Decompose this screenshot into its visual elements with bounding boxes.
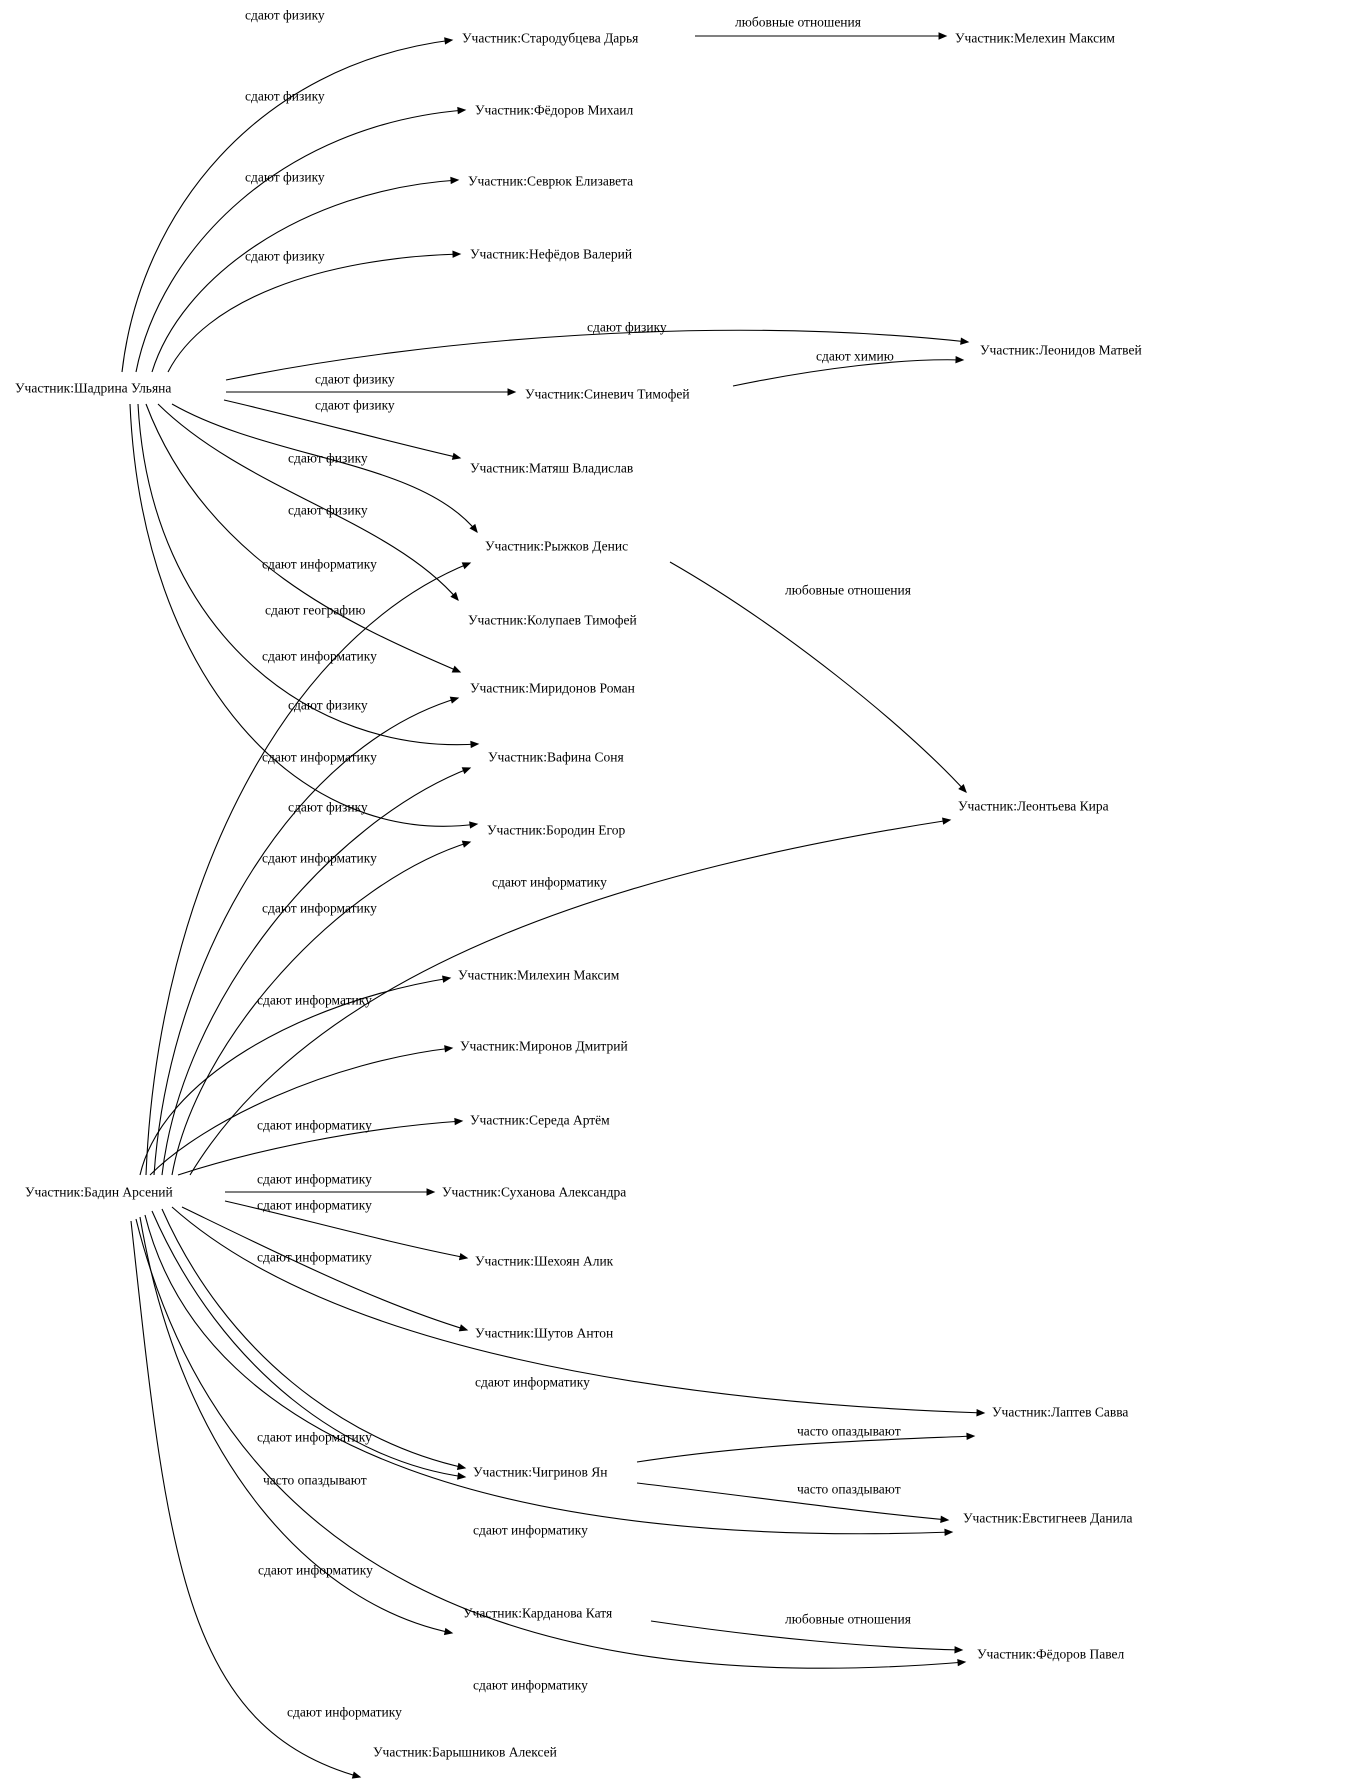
edge-label-badin-vafina: сдают информатику — [262, 749, 377, 765]
edge-label-shadrina-sinevich: сдают физику — [315, 371, 395, 387]
edge-label-shadrina-miridonov: сдают географию — [265, 602, 366, 618]
edge-label-badin-borodin: сдают информатику — [262, 850, 377, 866]
edge-chigrinov-laptev — [637, 1436, 974, 1462]
edge-label-shadrina-matyash: сдают физику — [315, 397, 395, 413]
node-matyash: Участник:Матяш Владислав — [470, 460, 634, 476]
edge-label-chigrinov-evstigneev: часто опаздывают — [797, 1481, 901, 1497]
node-nefedov: Участник:Нефёдов Валерий — [470, 246, 633, 262]
edge-label-badin-fedorov_p: сдают информатику — [473, 1677, 588, 1693]
edge-label-badin-chigrinov: часто опаздывают — [263, 1472, 367, 1488]
edge-label-badin-milekhin: сдают информатику — [262, 900, 377, 916]
edge-label-shadrina-sevryuk: сдают физику — [245, 169, 325, 185]
edge-label-kardanova-fedorov_p: любовные отношения — [785, 1611, 911, 1627]
node-leonidov: Участник:Леонидов Матвей — [980, 342, 1142, 358]
edge-shadrina-nefedov — [168, 254, 460, 372]
edge-shadrina-miridonov — [146, 404, 460, 672]
edge-label-badin-laptev: сдают информатику — [475, 1374, 590, 1390]
edge-badin-baryshnikov — [131, 1221, 360, 1777]
edge-sinevich-leonidov — [733, 360, 963, 386]
node-shutov: Участник:Шутов Антон — [475, 1325, 614, 1341]
edge-label-badin-shutov: сдают информатику — [257, 1249, 372, 1265]
edge-label-chigrinov-laptev: часто опаздывают — [797, 1423, 901, 1439]
edge-label-badin-leontyeva: сдают информатику — [492, 874, 607, 890]
node-kardanova: Участник:Карданова Катя — [463, 1605, 613, 1621]
edge-label-shadrina-leonidov: сдают физику — [587, 319, 667, 335]
edge-label-badin-baryshnikov: сдают информатику — [287, 1704, 402, 1720]
edge-label-shadrina-fedorov_m: сдают физику — [245, 88, 325, 104]
edge-label-badin-kardanova: сдают информатику — [258, 1562, 373, 1578]
edge-shadrina-sevryuk — [152, 180, 458, 372]
node-baryshnikov: Участник:Барышников Алексей — [373, 1744, 557, 1760]
node-melekhin_top: Участник:Мелехин Максим — [955, 30, 1115, 46]
node-chigrinov: Участник:Чигринов Ян — [473, 1464, 608, 1480]
node-borodin: Участник:Бородин Егор — [487, 822, 626, 838]
edge-label-sinevich-leonidov: сдают химию — [816, 348, 894, 364]
edge-label-shadrina-starodubtseva: сдают физику — [245, 7, 325, 23]
node-milekhin: Участник:Милехин Максим — [458, 967, 620, 983]
node-mironov: Участник:Миронов Дмитрий — [460, 1038, 628, 1054]
edge-label-badin-mironov: сдают информатику — [257, 992, 372, 1008]
nodes-layer — [15, 31, 1142, 1760]
node-ryzhkov: Участник:Рыжков Денис — [485, 538, 629, 554]
node-evstigneev: Участник:Евстигнеев Данила — [963, 1510, 1133, 1526]
node-sereda: Участник:Середа Артём — [470, 1112, 610, 1128]
edge-label-starodubtseva-melekhin_top: любовные отношения — [735, 14, 861, 30]
edge-label-badin-evstigneev: сдают информатику — [473, 1522, 588, 1538]
node-miridonov: Участник:Миридонов Роман — [470, 680, 635, 696]
node-sinevich: Участник:Синевич Тимофей — [525, 386, 690, 402]
edge-label-shadrina-kolupaev: сдают физику — [288, 502, 368, 518]
edge-label-badin-sereda: сдают информатику — [257, 1117, 372, 1133]
node-shadrina: Участник:Шадрина Ульяна — [15, 380, 172, 396]
edges-layer — [122, 8, 984, 1778]
node-vafina: Участник:Вафина Соня — [488, 749, 624, 765]
node-sevryuk: Участник:Севрюк Елизавета — [468, 173, 634, 189]
node-fedorov_p: Участник:Фёдоров Павел — [977, 1646, 1125, 1662]
edge-label-shadrina-vafina: сдают физику — [288, 697, 368, 713]
edge-label-ryzhkov-leontyeva: любовные отношения — [785, 582, 911, 598]
edge-chigrinov-evstigneev — [637, 1483, 948, 1520]
node-fedorov_m: Участник:Фёдоров Михаил — [475, 102, 634, 118]
edge-label-badin-shekhoyan: сдают информатику — [257, 1197, 372, 1213]
edge-label-shadrina-ryzhkov: сдают физику — [288, 450, 368, 466]
node-leontyeva: Участник:Леонтьева Кира — [958, 798, 1109, 814]
edge-label-badin-sukhanova: сдают информатику — [257, 1171, 372, 1187]
edge-shadrina-fedorov_m — [136, 110, 465, 372]
edge-label-badin-miridonov: сдают информатику — [262, 648, 377, 664]
node-laptev: Участник:Лаптев Савва — [992, 1404, 1129, 1420]
edge-label-badin-chigrinov: сдают информатику — [257, 1429, 372, 1445]
node-starodubtseva: Участник:Стародубцева Дарья — [462, 30, 639, 46]
node-sukhanova: Участник:Суханова Александра — [442, 1184, 627, 1200]
node-shekhoyan: Участник:Шехоян Алик — [475, 1253, 614, 1269]
edge-badin-mironov — [150, 1048, 452, 1175]
node-badin: Участник:Бадин Арсений — [25, 1184, 173, 1200]
edge-label-badin-ryzhkov: сдают информатику — [262, 556, 377, 572]
edge-badin-miridonov — [154, 698, 458, 1175]
edge-label-shadrina-borodin: сдают физику — [288, 799, 368, 815]
edge-label-shadrina-nefedov: сдают физику — [245, 248, 325, 264]
node-kolupaev: Участник:Колупаев Тимофей — [468, 612, 637, 628]
